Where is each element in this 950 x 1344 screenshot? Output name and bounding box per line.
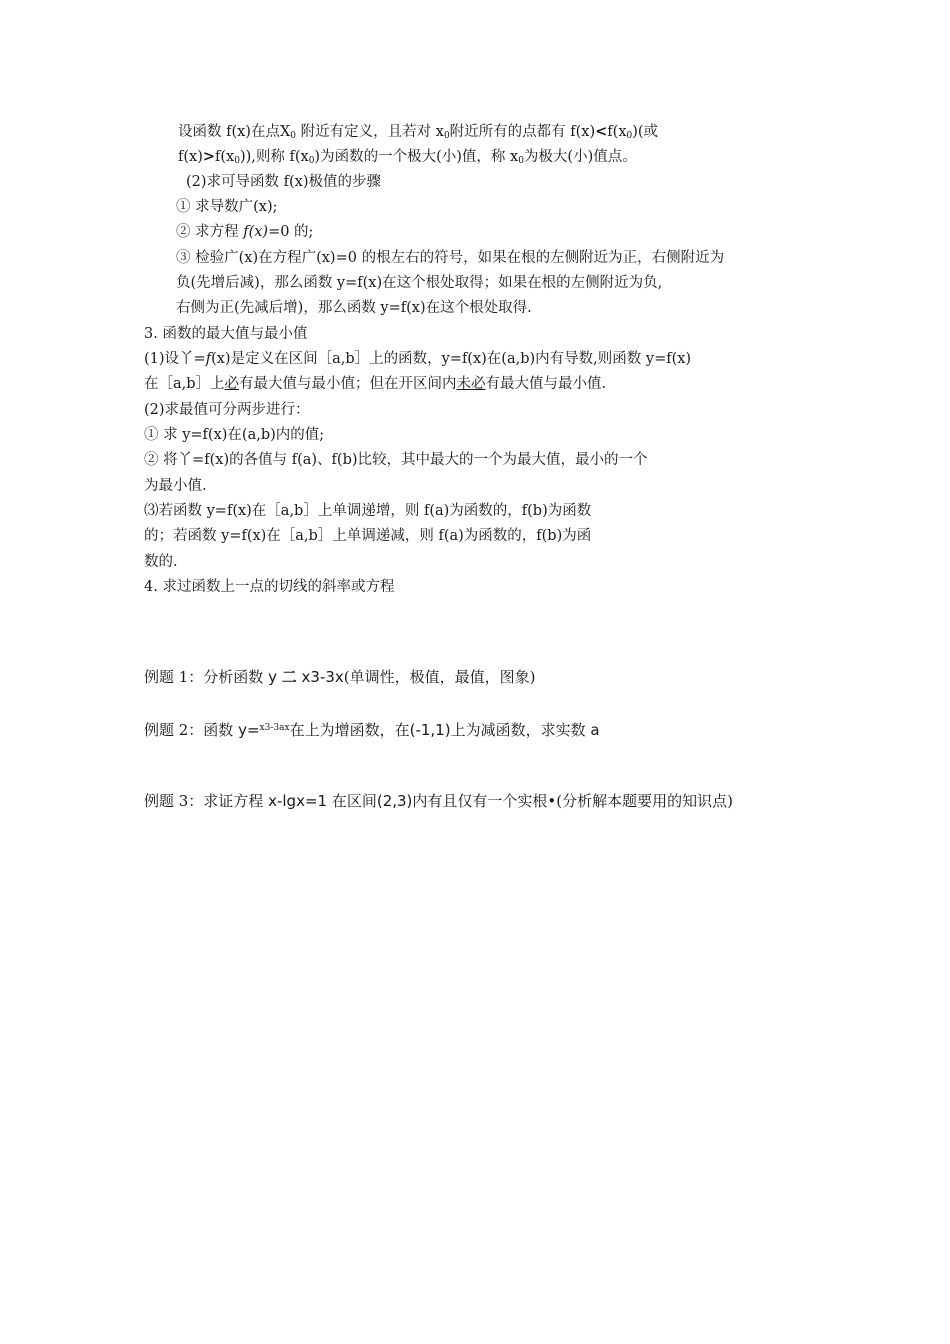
example-2 (144, 718, 600, 740)
text-segment: 3. 函数的最大值与最小值 (144, 326, 308, 342)
text-segment: 例题 3：求证方程 (144, 792, 269, 810)
text-segment: 在区间 (327, 792, 377, 810)
text-segment: ⑶若函数 y=f(x)在［a,b］上单调递增，则 f(a)为函数的，f(b)为函数 (144, 503, 592, 519)
text-segment: 上为减函数，求实数 (450, 721, 591, 739)
text-segment: 附近有定义，且若对 x (296, 124, 444, 140)
text-segment: 有最大值与最小值. (485, 376, 607, 392)
text-segment: 为极大(小)值点。 (523, 149, 637, 165)
text-segment: (分析解本题要用的知识点) (556, 792, 733, 810)
text-segment: 在上为增函数，在 (289, 721, 410, 739)
text-segment: 例题 1：分析函数 (144, 668, 269, 686)
text-line (176, 273, 662, 293)
text-segment: )),则称 f(x (239, 149, 309, 165)
text-segment: < (595, 123, 608, 140)
text-segment: • (547, 792, 557, 810)
example-1 (144, 667, 536, 687)
text-segment: 二 (281, 668, 297, 686)
text-line (176, 298, 532, 318)
text-line (144, 552, 178, 572)
text-segment: ① 求导数广(x); (176, 199, 278, 215)
text-segment: =0 的; (268, 224, 314, 240)
text-segment: f (205, 351, 212, 367)
text-line (144, 400, 310, 420)
text-segment: 4. 求过函数上一点的切线的斜率或方程 (144, 579, 395, 595)
text-segment: ② 求方程 (176, 224, 244, 240)
text-segment: 0 (290, 131, 297, 141)
text-segment: 的；若函数 y=f(x)在［a,b］上单调递减，则 f(a)为函数的，f(b)为函 (144, 528, 592, 544)
text-line (144, 476, 207, 496)
text-line (144, 425, 324, 445)
text-segment: (1)设丫= (144, 351, 206, 367)
text-segment: 右侧为正(先减后增)，那么函数 y=f(x)在这个根处取得. (176, 300, 532, 316)
text-segment: y (268, 668, 282, 686)
text-line (144, 349, 691, 369)
text-segment: 为最小值. (144, 478, 207, 494)
text-segment: 0 (626, 131, 633, 141)
text-line (144, 450, 648, 470)
text-segment: ③ 检验广(x)在方程广(x)=0 的根左右的符号，如果在根的左侧附近为正，右侧附近为 (176, 250, 725, 266)
text-segment: 例题 2：函数 (144, 721, 239, 739)
text-segment: )(或 (632, 124, 659, 140)
text-segment: f(x) (178, 149, 203, 165)
text-segment: x3-3x (296, 668, 344, 686)
text-segment: )为函数的一个极大(小)值，称 x (314, 149, 519, 165)
text-segment: > (202, 148, 216, 165)
text-segment: (x)是定义在区间［a,b］上的函数，y=f(x)在(a,b)内有导数,则函数 y=f(x) (211, 351, 692, 367)
text-segment: x-lgx=1 (268, 792, 328, 810)
text-segment: 0 (308, 156, 315, 166)
text-line (178, 122, 658, 146)
text-segment: 负(先增后减)，那么函数 y=f(x)在这个根处取得；如果在根的左侧附近为负, (176, 275, 663, 291)
text-segment: 0 (443, 131, 450, 141)
text-segment: 0 (518, 156, 524, 166)
text-line (176, 197, 278, 217)
text-line (178, 147, 637, 171)
text-segment: f(x) (243, 224, 269, 240)
text-segment: 附近所有的点都有 f(x) (449, 124, 596, 140)
text-segment: 3 (264, 723, 271, 733)
text-segment: 必 (224, 376, 240, 392)
text-line (144, 324, 307, 344)
example-3 (144, 791, 733, 811)
text-segment: f(x (607, 124, 627, 140)
text-segment: (2,3) (376, 792, 413, 810)
text-segment: (-1,1) (409, 721, 451, 739)
text-segment: 设函数 f(x)在点X (178, 124, 291, 140)
text-segment: 数的. (144, 554, 178, 570)
text-segment: 内有且仅有一个实根 (412, 792, 548, 810)
text-segment: 未必 (456, 376, 486, 392)
text-segment: -3ax (270, 723, 290, 733)
text-line (186, 172, 381, 192)
text-segment: (2)求最值可分两步进行： (144, 402, 310, 418)
text-line (144, 501, 591, 521)
text-segment: y= (238, 721, 260, 739)
text-line (144, 374, 606, 394)
text-segment: 在［a,b］上 (144, 376, 225, 392)
text-line (176, 248, 724, 268)
text-segment: 有最大值与最小值；但在开区间内 (239, 376, 457, 392)
text-line (144, 526, 591, 546)
text-line (144, 577, 394, 597)
text-segment: 0 (234, 156, 240, 166)
text-segment: (单调性，极值，最值，图象) (343, 668, 536, 686)
text-segment: ② 将丫=f(x)的各值与 f(a)、f(b)比较，其中最大的一个为最大值，最小的一个 (144, 452, 648, 468)
text-segment: ① 求 y=f(x)在(a,b)内的值; (144, 427, 325, 443)
text-segment: a (590, 721, 600, 739)
text-segment: f(x (215, 149, 235, 165)
text-segment: x (259, 723, 265, 733)
text-segment: (2)求可导函数 f(x)极值的步骤 (186, 174, 382, 190)
text-line (176, 222, 313, 242)
